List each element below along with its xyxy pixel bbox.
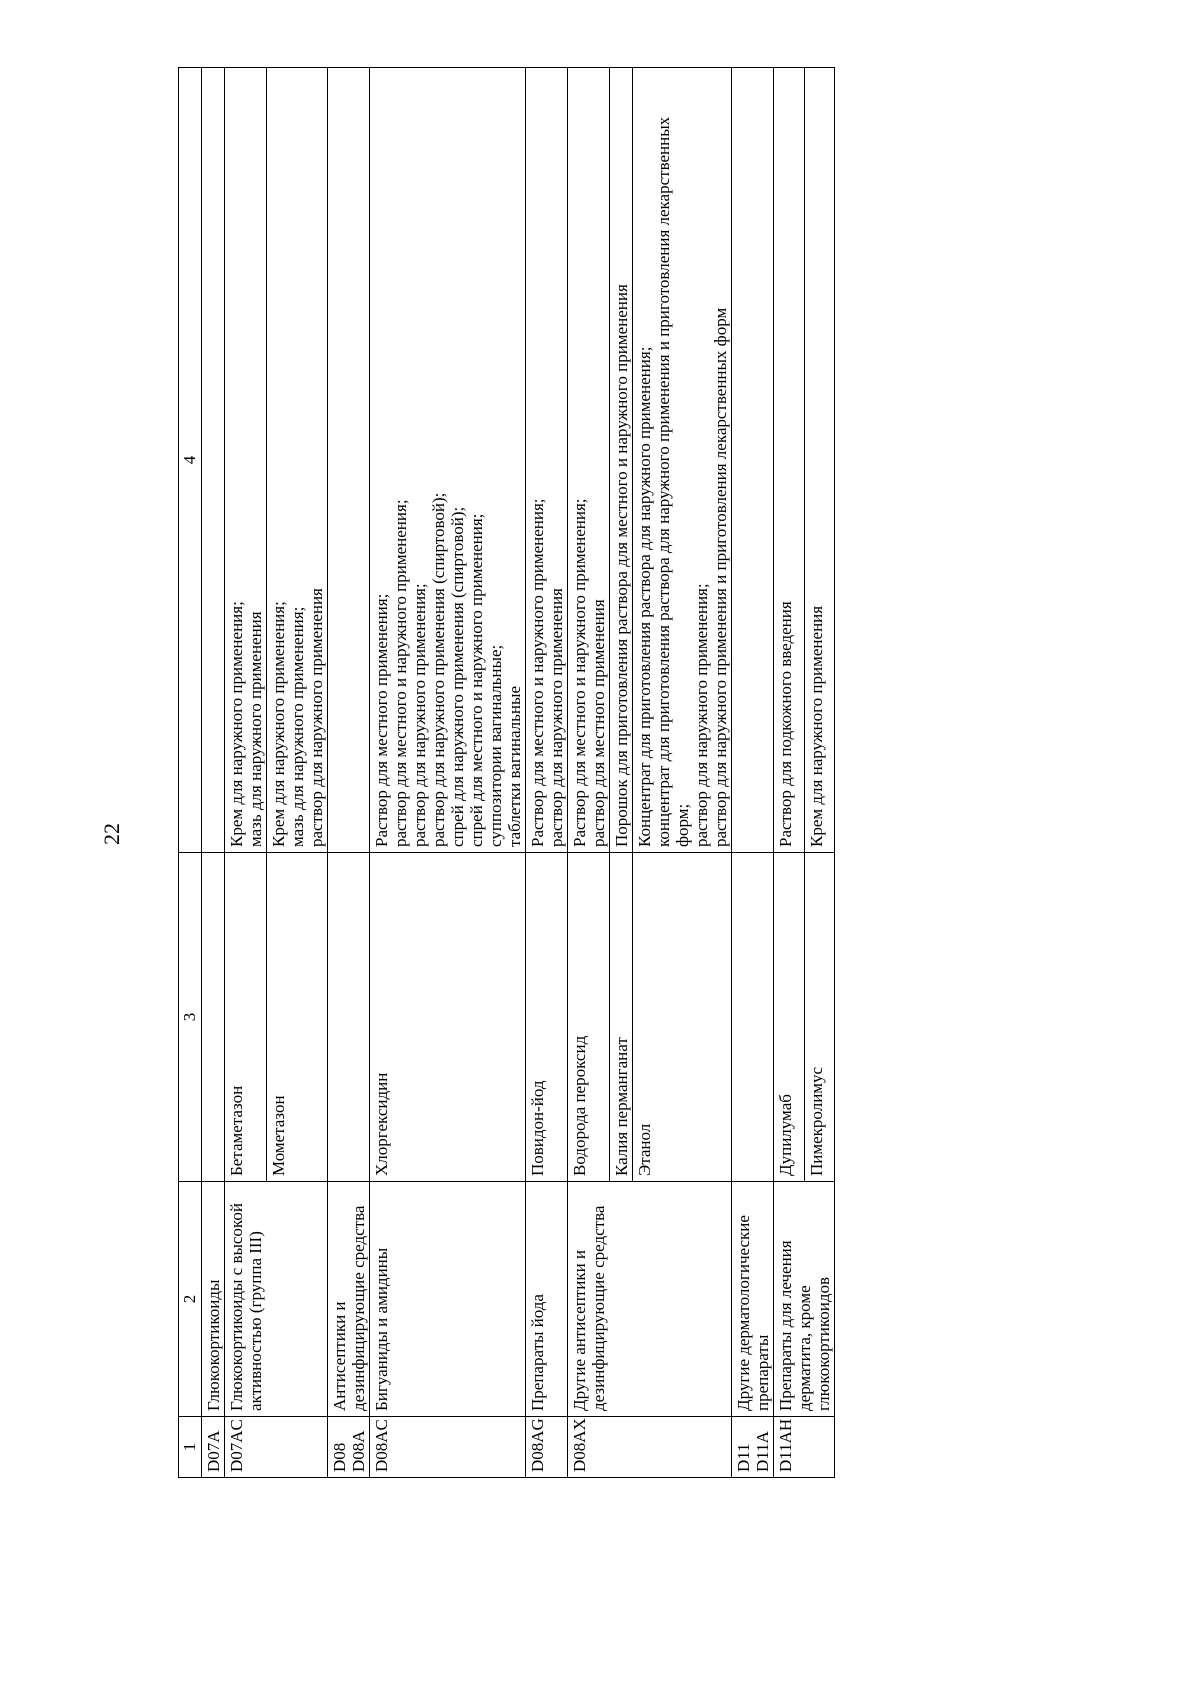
drug-name: Этанол xyxy=(633,853,732,1182)
dosage-form-line: Крем для наружного применения xyxy=(806,605,826,847)
dosage-form-line: Раствор для подкожного введения xyxy=(776,601,795,847)
atc-code: D07AC xyxy=(225,1417,328,1478)
dosage-form-line: таблетки вагинальные xyxy=(505,686,524,847)
atc-code-line: D11 xyxy=(734,1443,753,1472)
drug-name: Хлоргексидин xyxy=(370,853,526,1182)
dosage-form-line: Порошок для приготовления раствора для местного и наружного применения xyxy=(612,284,631,847)
anatomical-group: Препараты для лечения дерматита, кроме глюкокортикоидов xyxy=(774,1182,835,1417)
dosage-forms xyxy=(774,68,805,853)
dosage-form-line: концентрат для приготовления раствора для наружного применения и приготовления лекарственных форм; xyxy=(654,116,692,847)
anatomical-group: Другие антисептики и дезинфицирующие средства xyxy=(568,1182,732,1417)
dosage-form-line: спрей для наружного применения (спиртовой); xyxy=(448,506,467,847)
table-row xyxy=(568,68,610,1478)
drug-name: Дупилумаб xyxy=(774,853,805,1182)
dosage-form-line: мазь для наружного применения; xyxy=(288,606,307,847)
dosage-forms xyxy=(267,68,328,853)
anatomical-group: Другие дерматологические препараты xyxy=(732,1182,774,1417)
table-row xyxy=(225,68,267,1478)
drug-name: Бетаметазон xyxy=(225,853,267,1182)
dosage-form-line: Крем для наружного применения; xyxy=(227,601,246,847)
dosage-form-line: раствор для наружного применения (спиртовой); xyxy=(429,492,448,847)
page-number: 22 xyxy=(99,823,124,845)
drug-name xyxy=(732,853,774,1182)
atc-code: D11AH xyxy=(774,1417,835,1478)
dosage-forms xyxy=(225,68,267,853)
dosage-forms xyxy=(568,68,610,853)
atc-code: D08AX xyxy=(568,1417,732,1478)
drug-name xyxy=(202,853,225,1182)
header-col-1: 1 xyxy=(179,1417,202,1478)
dosage-form-line: суппозитории вагинальные; xyxy=(486,644,505,847)
anatomical-group: Глюкокортикоиды xyxy=(202,1182,225,1417)
anatomical-group: Препараты йода xyxy=(526,1182,568,1417)
atc-code: D07A xyxy=(202,1417,225,1478)
anatomical-group: Глюкокортикоиды с высокой активностью (группа III) xyxy=(225,1182,328,1417)
atc-code: D08AG xyxy=(526,1417,568,1478)
atc-code xyxy=(732,1417,774,1478)
dosage-forms xyxy=(633,68,732,853)
anatomical-group: Антисептики и дезинфицирующие средства xyxy=(328,1182,370,1417)
dosage-forms xyxy=(202,68,225,853)
dosage-form-line: Раствор для местного применения; xyxy=(372,593,391,847)
dosage-form-line: Концентрат для приготовления раствора для наружного применения; xyxy=(635,346,654,847)
dosage-forms xyxy=(370,68,526,853)
drug-name: Мометазон xyxy=(267,853,328,1182)
drug-name xyxy=(328,853,370,1182)
atc-code-line: D08 xyxy=(330,1442,349,1472)
dosage-form-line: Крем для наружного применения; xyxy=(269,601,288,847)
drug-name: Калия перманганат xyxy=(610,853,633,1182)
dosage-form-line: раствор для наружного применения; xyxy=(692,583,711,847)
atc-code-line: D08A xyxy=(349,1430,368,1472)
table-container xyxy=(178,68,1060,1478)
header-col-3: 3 xyxy=(179,853,202,1182)
atc-code: D08AC xyxy=(370,1417,526,1478)
drug-name: Пимекролимус xyxy=(804,853,835,1182)
dosage-forms xyxy=(804,68,835,853)
drug-name: Повидон-йод xyxy=(526,853,568,1182)
dosage-forms xyxy=(610,68,633,853)
atc-code-line: D11A xyxy=(753,1431,772,1472)
dosage-form-line: раствор для местного применения xyxy=(589,599,608,847)
table-row xyxy=(328,68,370,1478)
table-header-row xyxy=(179,68,202,1478)
dosage-form-line: раствор для наружного применения xyxy=(547,588,566,847)
dosage-form-line: раствор для наружного применения xyxy=(307,588,326,847)
table-row xyxy=(774,68,805,1478)
dosage-form-line: Раствор для местного и наружного применения; xyxy=(528,498,547,847)
table-row xyxy=(370,68,526,1478)
dosage-form-line: мазь для наружного применения xyxy=(246,611,265,847)
table-row xyxy=(202,68,225,1478)
dosage-form-line: раствор для наружного применения и приготовления лекарственных форм xyxy=(711,307,730,847)
header-col-2: 2 xyxy=(179,1182,202,1417)
table-row xyxy=(732,68,774,1478)
dosage-form-line: раствор для наружного применения; xyxy=(410,583,429,847)
dosage-forms xyxy=(526,68,568,853)
anatomical-group: Бигуаниды и амидины xyxy=(370,1182,526,1417)
dosage-form-line: Раствор для местного и наружного применения; xyxy=(570,498,589,847)
medicines-table xyxy=(178,67,835,1478)
header-col-4: 4 xyxy=(179,68,202,853)
dosage-forms xyxy=(732,68,774,853)
table-row xyxy=(526,68,568,1478)
drug-name: Водорода пероксид xyxy=(568,853,610,1182)
dosage-form-line: спрей для местного и наружного применения; xyxy=(467,513,486,847)
dosage-forms xyxy=(328,68,370,853)
atc-code xyxy=(328,1417,370,1478)
dosage-form-line: раствор для местного и наружного применения; xyxy=(391,499,410,847)
